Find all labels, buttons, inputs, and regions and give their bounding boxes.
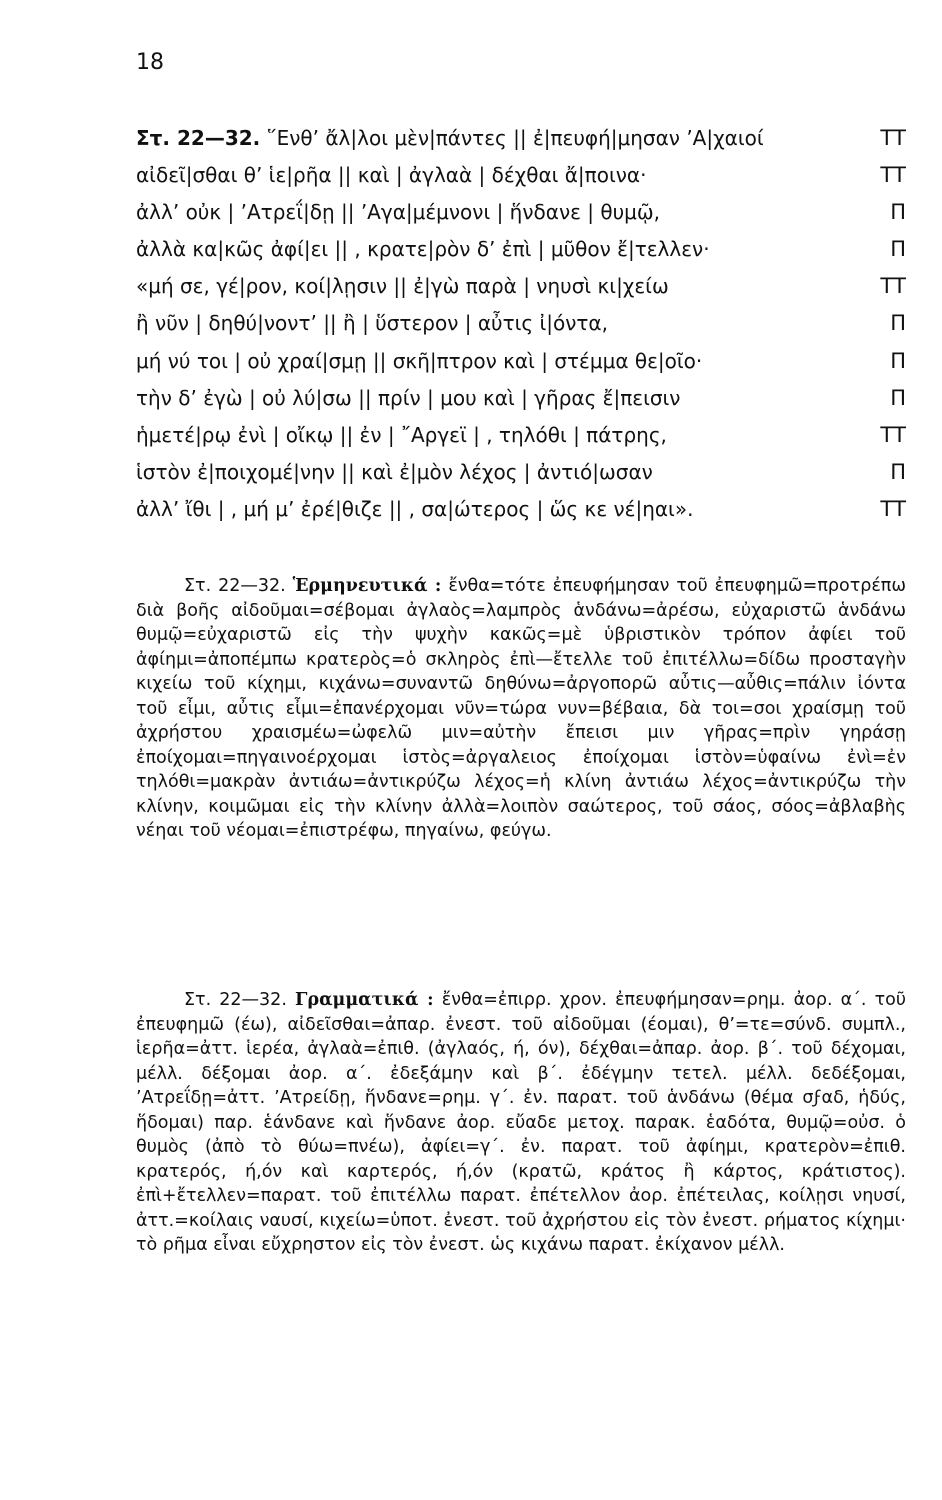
meter-mark: ΤΤ [880, 422, 906, 447]
section-reference: Στ. 22—32. [184, 576, 286, 596]
verse-line [136, 231, 906, 268]
page-number: 18 [136, 50, 164, 75]
grammatika-section [136, 988, 906, 1258]
section-body: ἔνθα=τότε ἐπευφήμησαν τοῦ ἐπευφημῶ=προτρέπω διὰ βοῆς αἰδοῦμαι=σέβομαι ἀγλαὸς=λαμπρὸς ἁνδάνω=ἀρέσω, εὐχαριστῶ ἁνδάνω θυμῷ=εὐχαριστῶ εἰς τὴν ψυχὴν κακῶς=μὲ ὑβριστικὸν τρόπον ἀφίει τοῦ ἀφίημι=ἀποπέμπω κρατερὸς=ὁ σκληρὸς ἐπὶ—ἔτελλε τοῦ ἐπιτέλλω=δίδω προσταγὴν κιχείω τοῦ κίχημι, κιχάνω=συναντῶ δηθύνω=ἀργοπορῶ αὖτις—αὖθις=πάλιν ἰόντα τοῦ εἶμι, αὖτις εἶμι=ἐπανέρχομαι νῦν=τώρα νυν=βέβαια, δὰ τοι=σοι χραίσμῃ τοῦ ἀχρήστου χραισμέω=ὠφελῶ μιν=αὐτὴν ἔπεισι μιν γῆρας=πρὶν γηράσῃ ἐποίχομαι=πηγαινοέρχομαι ἱστὸς=ἀργαλειος ἐποίχομαι ἱστὸν=ὑφαίνω ἐνὶ=ἐν τηλόθι=μακρὰν ἀντιάω=ἀντικρύζω λέχος=ἡ κλίνη ἀντιάω λέχος=ἀντικρύζω τὴν κλίνην, κοιμῶμαι εἰς τὴν κλίνην ἀλλὰ=λοιπὸν σαώτερος, τοῦ σάος, σόος=ἀβλαβὴς νέηαι τοῦ νέομαι=ἐπιστρέφω, πηγαίνω, φεύγω. [136, 576, 906, 841]
verse-line-text: τὴν δ’ ἐγὼ | οὐ λύ|σω || πρίν | μου καὶ | γῆρας ἔ|πεισιν [136, 385, 681, 410]
verse-line-text: ἀλλ’ οὐκ | ’Ατρεΐ|δῃ || ’Αγα|μέμνονι | ἥνδανε | θυμῷ, [136, 200, 661, 225]
verse-line-text: μή νύ τοι | οὐ χραί|σμῃ || σκῆ|πτρον καὶ | στέμμα θε|οῖο· [136, 348, 703, 373]
verse-line-text: ἡμετέ|ρῳ ἐνὶ | οἴκῳ || ἐν | ῎Αργεϊ | , τηλόθι | πάτρης, [136, 422, 667, 447]
meter-mark: ΤΤ [880, 274, 906, 299]
meter-mark: Π [890, 348, 906, 373]
verse-line-text: αἰδεῖ|σθαι θ’ ἱε|ρῆα || καὶ | ἀγλαὰ | δέχθαι ἄ|ποινα· [136, 163, 647, 188]
section-heading: Ἑρμηνευτικά : [292, 576, 442, 596]
verse-line [136, 305, 906, 342]
verse-line-text: ῞Ενθ’ ἄλ|λοι μὲν|πάντες || ἐ|πευφή|μησαν ’Α|χαιοί [266, 126, 764, 150]
verse-line [136, 120, 906, 157]
section-body: ἔνθα=ἐπιρρ. χρον. ἐπευφήμησαν=ρημ. ἀορ. α΄. τοῦ ἐπευφημῶ (έω), αἰδεῖσθαι=ἀπαρ. ἐνεστ. τοῦ αἰδοῦμαι (έομαι), θ’=τε=σύνδ. συμπλ., ἱερῆα=ἀττ. ἱερέα, ἀγλαὰ=ἐπιθ. (ἀγλαός, ή, όν), δέχθαι=ἀπαρ. ἀορ. β΄. τοῦ δέχομαι, μέλλ. δέξομαι ἀορ. α΄. ἐδεξάμην καὶ β΄. ἐδέγμην τετελ. μέλλ. δεδέξομαι, ’Ατρεΐδῃ=ἀττ. ’Ατρείδῃ, ἥνδανε=ρημ. γ΄. ἐν. παρατ. τοῦ ἁνδάνω (θέμα σϝαδ, ἡδύς, ἥδομαι) παρ. ἑάνδανε καὶ ἥνδανε ἀορ. εὔαδε μετοχ. παρακ. ἑαδότα, θυμῷ=οὐσ. ὁ θυμὸς (ἀπὸ τὸ θύω=πνέω), ἀφίει=γ΄. ἐν. παρατ. τοῦ ἀφίημι, κρατερὸν=ἐπιθ. κρατερός, ή,όν καὶ καρτερός, ή,όν (κρατῶ, κράτος ἢ κάρτος, κράτιστος). ἐπὶ+ἔτελλεν=παρατ. τοῦ ἐπιτέλλω παρατ. ἐπέτελλον ἀορ. ἐπέτειλας, κοίλῃσι νηυσί, ἀττ.=κοίλαις ναυσί, κιχείω=ὑποτ. ἐνεστ. τοῦ ἀχρήστου εἰς τὸν ἐνεστ. ρήματος κίχημι· τὸ ρῆμα εἶναι εὔχρηστον εἰς τὸν ἐνεστ. ὡς κιχάνω παρατ. ἐκίχανον μέλλ. [136, 990, 906, 1255]
meter-mark: ΤΤ [880, 163, 906, 188]
meter-mark: Π [890, 200, 906, 225]
verse-line [136, 417, 906, 454]
section-reference: Στ. 22—32. [184, 990, 287, 1010]
verse-block [136, 120, 906, 528]
meter-mark: ΤΤ [880, 496, 906, 521]
meter-mark: Π [890, 237, 906, 262]
section-heading: Γραμματικά : [295, 990, 434, 1010]
verse-line-text: «μή σε, γέ|ρον, κοί|λῃσιν || ἐ|γὼ παρὰ | νηυσὶ κι|χείω [136, 274, 669, 299]
verse-line-text: ἀλλὰ κα|κῶς ἀφί|ει || , κρατε|ρὸν δ’ ἐπὶ | μῦθον ἔ|τελλεν· [136, 237, 710, 262]
meter-mark: Π [890, 385, 906, 410]
verse-line [136, 343, 906, 380]
verse-line [136, 268, 906, 305]
verse-line [136, 194, 906, 231]
meter-mark: Π [890, 311, 906, 336]
meter-mark: Π [890, 459, 906, 484]
verse-line [136, 157, 906, 194]
verse-line [136, 454, 906, 491]
meter-mark: ΤΤ [880, 126, 906, 150]
verse-line [136, 380, 906, 417]
verse-line-text: ἢ νῦν | δηθύ|νοντ’ || ἢ | ὕστερον | αὖτις ἰ|όντα, [136, 311, 608, 336]
verse-reference: Στ. 22—32. [136, 126, 261, 150]
verse-line-text: ἱστὸν ἐ|ποιχομέ|νην || καὶ ἐ|μὸν λέχος | ἀντιό|ωσαν [136, 459, 653, 484]
hermeneutika-section [136, 574, 906, 844]
verse-line [136, 491, 906, 528]
verse-text [136, 120, 764, 157]
verse-line-text: ἀλλ’ ἴθι | , μή μ’ ἐρέ|θιζε || , σα|ώτερος | ὥς κε νέ|ηαι». [136, 496, 694, 521]
